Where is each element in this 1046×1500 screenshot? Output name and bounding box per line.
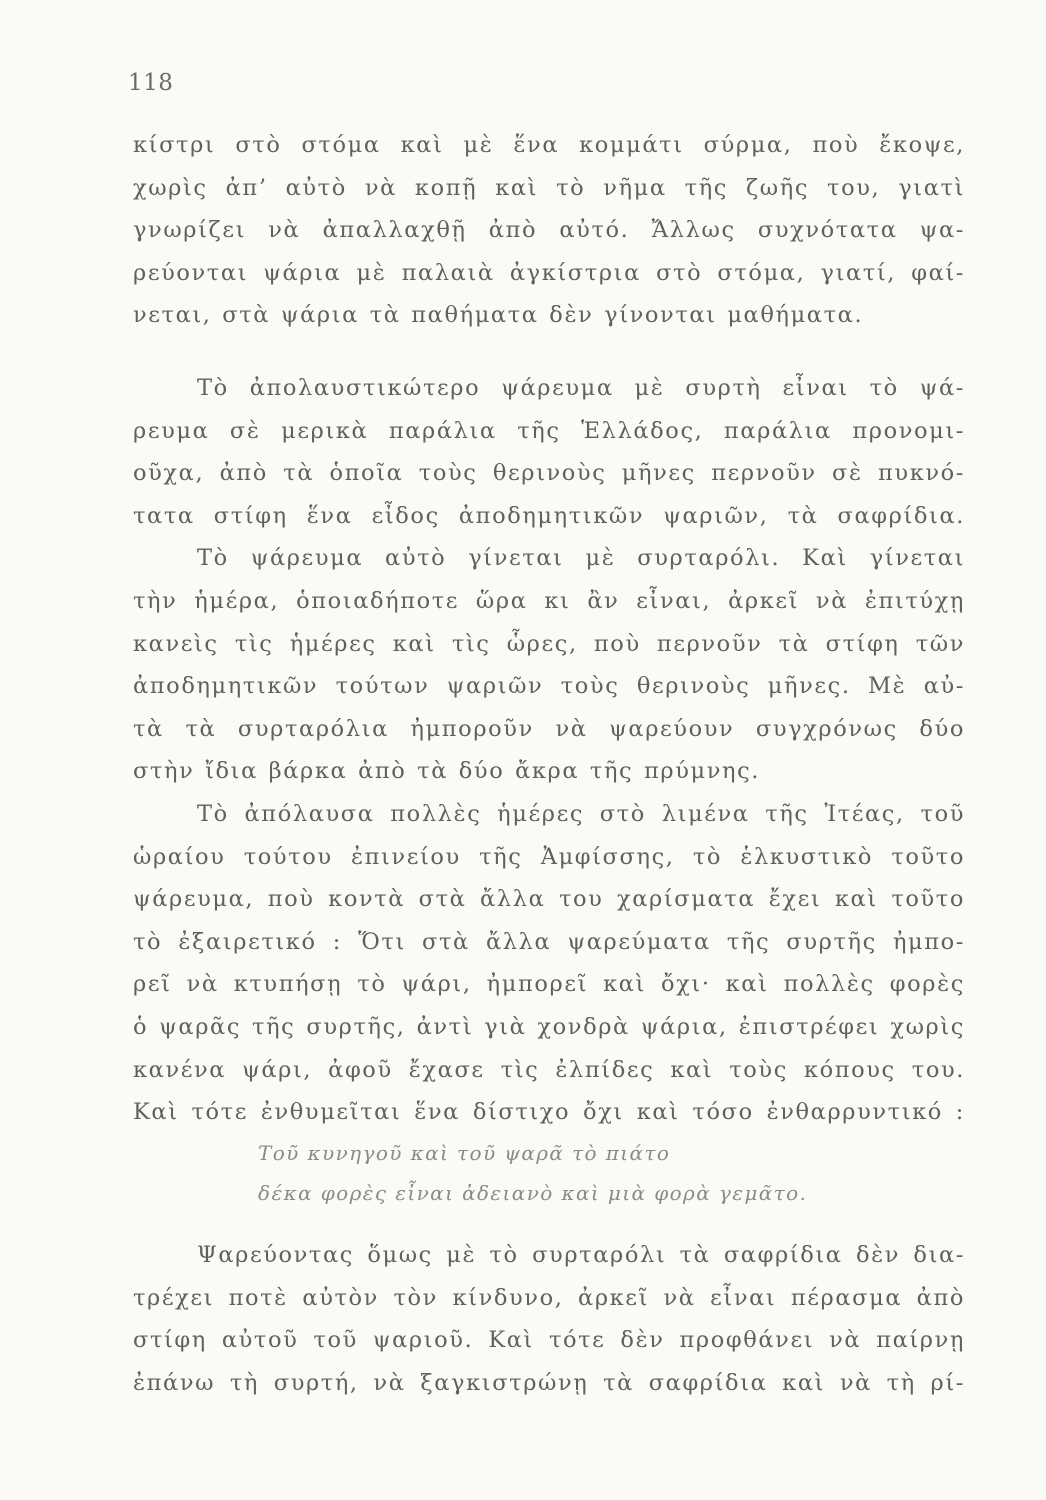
text-line: Τὸ ἀπόλαυσα πολλὲς ἡμέρες στὸ λιμένα τῆς Ἰτέας, τοῦ [197,800,965,827]
text-line: ἐπάνω τὴ συρτή, νὰ ξαγκιστρώνῃ τὰ σαφρίδια καὶ νὰ τὴ ρί- [133,1369,965,1396]
text-line: ρεῖ νὰ κτυπήσῃ τὸ ψάρι, ἠμπορεῖ καὶ ὄχι· καὶ πολλὲς φορὲς [133,971,965,998]
text-line: Καὶ τότε ἐνθυμεῖται ἕνα δίστιχο ὄχι καὶ τόσο ἐνθαρρυντικό : [133,1099,965,1126]
verse-line-1: Τοῦ κυνηγοῦ καὶ τοῦ ψαρᾶ τὸ πιάτο [258,1141,671,1165]
text-line: Ψαρεύοντας ὅμως μὲ τὸ συρταρόλι τὰ σαφρίδια δὲν δια- [197,1242,965,1268]
text-line: τὰ τὰ συρταρόλια ἠμποροῦν νὰ ψαρεύουν συγχρόνως δύο [133,715,965,742]
text-line: στίφη αὐτοῦ τοῦ ψαριοῦ. Καὶ τότε δὲν προφθάνει νὰ παίρνῃ [133,1327,965,1354]
text-line: τὸ ἐξαιρετικό : Ὅτι στὰ ἄλλα ψαρεύματα τῆς συρτῆς ἠμπο- [133,928,965,955]
page-number: 118 [128,70,174,96]
text-line: τατα στίφη ἕνα εἶδος ἀποδημητικῶν ψαριῶν, τὰ σαφρίδια. [133,502,965,529]
text-line: τρέχει ποτὲ αὐτὸν τὸν κίνδυνο, ἀρκεῖ νὰ εἶναι πέρασμα ἀπὸ [133,1284,965,1311]
text-line: στὴν ἴδια βάρκα ἀπὸ τὰ δύο ἄκρα τῆς πρύμνης. [133,758,761,785]
text-line: ψάρευμα, ποὺ κοντὰ στὰ ἄλλα του χαρίσματα ἔχει καὶ τοῦτο [133,886,965,913]
text-line: ὁ ψαρᾶς τῆς συρτῆς, ἀντὶ γιὰ χονδρὰ ψάρια, ἐπιστρέφει χωρὶς [133,1013,965,1040]
text-line: κανένα ψάρι, ἀφοῦ ἔχασε τὶς ἐλπίδες καὶ τοὺς κόπους του. [133,1056,965,1083]
paragraph-1 [133,124,965,337]
text-line: ἀποδημητικῶν τούτων ψαριῶν τοὺς θερινοὺς μῆνες. Μὲ αὐ- [133,673,965,700]
text-line: οῦχα, ἀπὸ τὰ ὁποῖα τοὺς θερινοὺς μῆνες περνοῦν σὲ πυκνό- [133,460,965,487]
verse-line-2: δέκα φορὲς εἶναι ἀδειανὸ καὶ μιὰ φορὰ γεμᾶτο. [258,1181,808,1205]
text-line: ὡραίου τούτου ἐπινείου τῆς Ἀμφίσσης, τὸ ἑλκυστικὸ τοῦτο [133,843,965,870]
text-line: ρεύονται ψάρια μὲ παλαιὰ ἀγκίστρια στὸ στόμα, γιατί, φαί- [133,259,965,286]
text-line: ρευμα σὲ μερικὰ παράλια τῆς Ἑλλάδος, παράλια προνομι- [133,417,965,444]
text-line: νεται, στὰ ψάρια τὰ παθήματα δὲν γίνονται μαθήματα. [133,302,864,329]
text-line: τὴν ἡμέρα, ὁποιαδήποτε ὥρα κι ἂν εἶναι, ἀρκεῖ νὰ ἐπιτύχῃ [133,587,965,614]
paragraph-2 [133,367,965,1134]
text-line: Τὸ ψάρευμα αὐτὸ γίνεται μὲ συρταρόλι. Καὶ γίνεται [197,545,965,572]
text-line: χωρὶς ἀπ’ αὐτὸ νὰ κοπῇ καὶ τὸ νῆμα τῆς ζωῆς του, γιατὶ [133,174,965,201]
text-line: Τὸ ἀπολαυστικώτερο ψάρευμα μὲ συρτὴ εἶναι τὸ ψά- [197,375,965,401]
text-line: γνωρίζει νὰ ἀπαλλαχθῇ ἀπὸ αὐτό. Ἄλλως συχνότατα ψα- [133,217,965,244]
text-line: κανεὶς τὶς ἡμέρες καὶ τὶς ὧρες, ποὺ περνοῦν τὰ στίφη τῶν [133,630,965,657]
text-line: κίστρι στὸ στόμα καὶ μὲ ἕνα κομμάτι σύρμα, ποὺ ἔκοψε, [133,132,965,158]
paragraph-3 [133,1234,965,1404]
